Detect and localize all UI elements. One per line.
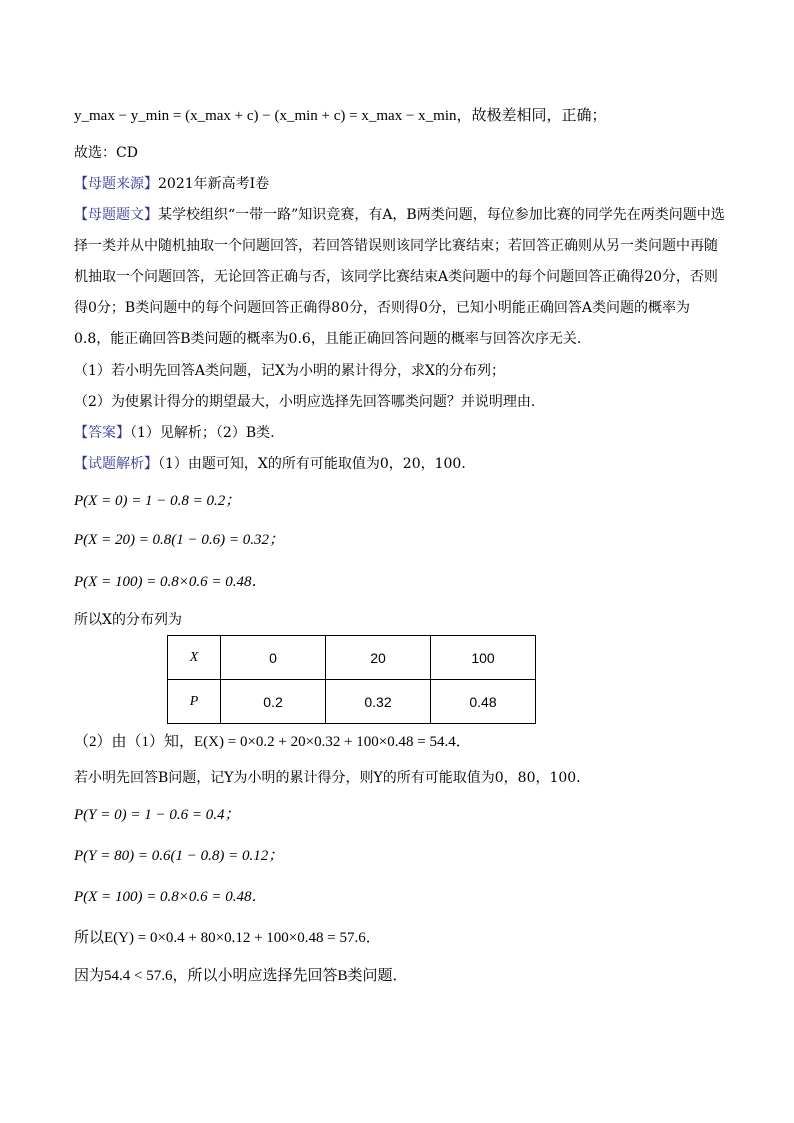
answer-text: （1）见解析；（2）B类. <box>130 425 275 441</box>
table-cell: X <box>168 636 221 680</box>
problem-tag: 【母题题文】 <box>74 207 158 223</box>
range-equation-line: y_max − y_min = (x_max + c) − (x_min + c) = x_max − x_min，故极差相同，正确； <box>74 108 607 124</box>
table-cell: 20 <box>326 636 431 680</box>
table-cell: 0.32 <box>326 680 431 724</box>
answer-tag: 【答案】 <box>74 425 130 441</box>
solution-tag: 【试题解析】 <box>74 456 158 472</box>
expectation-x-line: （2）由（1）知，E(X) = 0×0.2 + 20×0.32 + 100×0.48 = 54.4． <box>74 734 471 750</box>
prob-x20: P(X = 20) = 0.8(1 − 0.6) = 0.32； <box>74 532 285 548</box>
answer-line <box>74 423 275 443</box>
table-cell: 0.48 <box>431 680 536 724</box>
solution-text-1: （1）由题可知，X的所有可能取值为0，20，100． <box>158 456 476 472</box>
prob-x100: P(X = 100) = 0.8×0.6 = 0.48． <box>74 574 267 590</box>
table-row <box>168 680 536 724</box>
problem-line-2: 择一类并从中随机抽取一个问题回答，若回答错误则该同学比赛结束；若回答正确则从另一类问题中再随 <box>74 238 718 254</box>
question-2: （2）为使累计得分的期望最大，小明应选择先回答哪类问题？并说明理由. <box>74 394 536 410</box>
table-cell: 100 <box>431 636 536 680</box>
distribution-table <box>167 635 536 724</box>
source-text: 2021年新高考Ⅰ卷 <box>158 176 270 192</box>
prob-x0: P(X = 0) = 1 − 0.8 = 0.2； <box>74 493 241 509</box>
table-cell: 0.2 <box>221 680 326 724</box>
problem-line-1 <box>74 205 725 225</box>
table-cell: 0 <box>221 636 326 680</box>
prob-y80: P(Y = 80) = 0.6(1 − 0.8) = 0.12； <box>74 848 284 864</box>
prob-y100: P(X = 100) = 0.8×0.6 = 0.48． <box>74 889 267 905</box>
prob-y0: P(Y = 0) = 1 − 0.6 = 0.4； <box>74 807 240 823</box>
distribution-intro: 所以X的分布列为 <box>74 612 182 628</box>
case-b-line: 若小明先回答B问题，记Y为小明的累计得分，则Y的所有可能取值为0，80，100． <box>74 770 591 786</box>
answer-choice-line: 故选：CD <box>74 145 138 161</box>
question-1: （1）若小明先回答A类问题，记X为小明的累计得分，求X的分布列； <box>74 363 505 379</box>
problem-line-5: 0.8，能正确回答B类问题的概率为0.6，且能正确回答问题的概率与回答次序无关. <box>74 331 582 347</box>
source-tag: 【母题来源】 <box>74 176 158 192</box>
table-row <box>168 636 536 680</box>
problem-text-1: 某学校组织“一带一路”知识竞赛，有A，B两类问题，每位参加比赛的同学先在两类问题中选 <box>158 207 725 223</box>
problem-line-3: 机抽取一个问题回答，无论回答正确与否，该同学比赛结束A类问题中的每个问题回答正确得20分，否则 <box>74 269 718 285</box>
conclusion-line: 因为54.4 < 57.6，所以小明应选择先回答B类问题． <box>74 968 408 984</box>
expectation-y-line: 所以E(Y) = 0×0.4 + 80×0.12 + 100×0.48 = 57.6． <box>74 930 381 946</box>
solution-line-1 <box>74 454 475 474</box>
table-cell: P <box>168 680 221 724</box>
problem-line-4: 得0分；B类问题中的每个问题回答正确得80分，否则得0分，已知小明能正确回答A类问题的概率为 <box>74 300 691 316</box>
source-line <box>74 174 269 194</box>
